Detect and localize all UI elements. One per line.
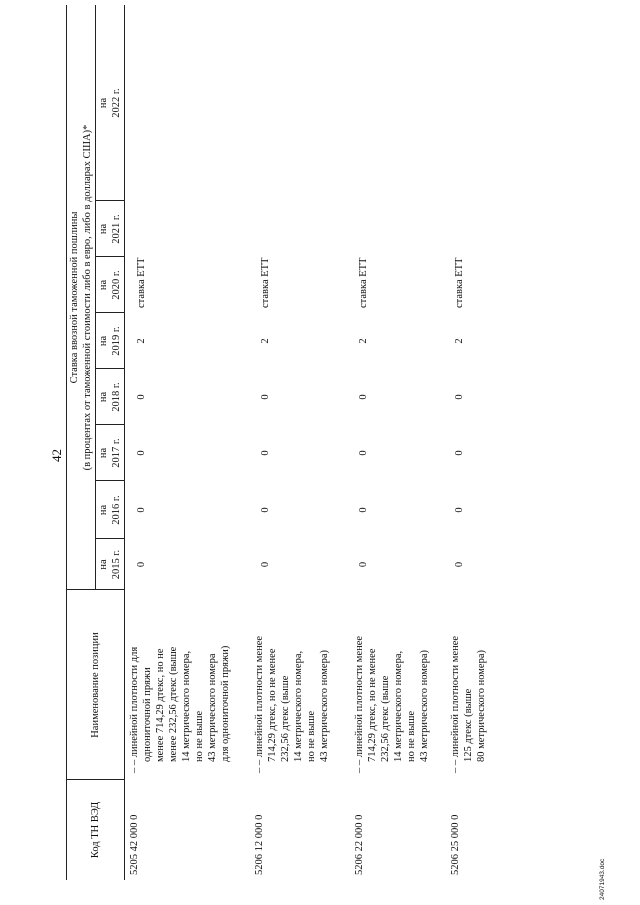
row-name-line: 80 метрического номера) bbox=[476, 650, 487, 762]
year-2018-label-1: на bbox=[98, 391, 109, 403]
rate-2018: 0 bbox=[260, 394, 271, 400]
rate-2019: 2 bbox=[358, 338, 369, 344]
header-rate-title-1: Ставка ввозной таможенной пошлины bbox=[69, 211, 80, 384]
rate-2018: 0 bbox=[136, 394, 147, 400]
row-name-line: – – линейной плотности менее bbox=[450, 635, 461, 773]
row-name-line: 232,56 дтекс (выше bbox=[280, 675, 291, 762]
row-name-line: но не выше bbox=[406, 710, 417, 762]
row-code: 5205 42 000 0 bbox=[129, 814, 140, 875]
year-2022-label-1: на bbox=[98, 97, 109, 109]
rate-2016: 0 bbox=[358, 507, 369, 513]
row-code: 5206 25 000 0 bbox=[450, 814, 461, 875]
year-2017-label-1: на bbox=[98, 447, 109, 459]
year-2015-label-2: 2015 г. bbox=[111, 549, 122, 580]
rate-2017: 0 bbox=[454, 450, 465, 456]
rate-2019: 2 bbox=[136, 338, 147, 344]
rate-2015: 0 bbox=[358, 561, 369, 568]
row-name-line: менее 714,29 дтекс, но не bbox=[155, 648, 166, 762]
year-2019-label-1: на bbox=[98, 335, 109, 347]
rate-2019: 2 bbox=[260, 338, 271, 344]
rate-2018: 0 bbox=[454, 394, 465, 400]
rate-2016: 0 bbox=[260, 507, 271, 513]
row-name-line: 14 метрического номера, bbox=[181, 650, 192, 762]
row-code: 5206 12 000 0 bbox=[254, 814, 265, 875]
rate-subheader-border bbox=[95, 5, 96, 590]
rate-2015: 0 bbox=[136, 561, 147, 568]
rate-2015: 0 bbox=[260, 561, 271, 568]
rate-2019: 2 bbox=[454, 338, 465, 344]
year-2020-label-1: на bbox=[98, 279, 109, 291]
header-name: Наименование позиции bbox=[90, 632, 101, 738]
row-name-line: однониточной пряжи bbox=[142, 667, 153, 762]
row-name-line: – – линейной плотности менее bbox=[254, 635, 265, 773]
rate-2017: 0 bbox=[136, 450, 147, 456]
row-name-line: для однониточной пряжи) bbox=[220, 645, 231, 762]
year-2021-label-2: 2021 г. bbox=[111, 214, 122, 244]
year-2016-label-2: 2016 г. bbox=[111, 495, 122, 525]
row-name-line: 43 метрического номера) bbox=[419, 650, 430, 762]
row-name-line: 14 метрического номера, bbox=[293, 650, 304, 762]
year-2016-label-1: на bbox=[98, 504, 109, 516]
header-rate-title-2: (в процентах от таможенной стоимости либо в евро, либо в долларах США)* bbox=[82, 124, 93, 471]
year-2017-label-2: 2017 г. bbox=[111, 438, 122, 468]
rate-2016: 0 bbox=[454, 507, 465, 513]
row-name-line: – – линейной плотности менее bbox=[354, 635, 365, 773]
row-name-line: 125 дтекс (выше bbox=[463, 688, 474, 762]
row-name-line: 14 метрического номера, bbox=[393, 650, 404, 762]
year-2021-label-1: на bbox=[98, 223, 109, 235]
row-name-line: но не выше bbox=[306, 710, 317, 762]
rate-2020-onward: ставка ЕТТ bbox=[136, 257, 147, 308]
year-2022-label-2: 2022 г. bbox=[111, 88, 122, 118]
row-name-line: но не выше bbox=[194, 710, 205, 762]
row-name-line: 714,29 дтекс, но не менее bbox=[267, 648, 278, 762]
rate-2020-onward: ставка ЕТТ bbox=[358, 257, 369, 308]
rate-2017: 0 bbox=[358, 450, 369, 456]
row-name-line: – – линейной плотности для bbox=[129, 646, 140, 773]
rate-2018: 0 bbox=[358, 394, 369, 400]
rate-2015: 0 bbox=[454, 561, 465, 568]
year-2018-label-2: 2018 г. bbox=[111, 382, 122, 412]
table-top-border bbox=[66, 5, 67, 880]
row-code: 5206 22 000 0 bbox=[354, 814, 365, 875]
row-name-line: 232,56 дтекс (выше bbox=[380, 675, 391, 762]
row-name-line: менее 232,56 дтекс (выше bbox=[168, 646, 179, 762]
row-name-line: 43 метрического номера) bbox=[319, 650, 330, 762]
year-2015-label-1: на bbox=[98, 559, 109, 570]
row-name-line: 714,29 дтекс, но не менее bbox=[367, 648, 378, 762]
header-bottom-border bbox=[124, 5, 125, 880]
rate-2016: 0 bbox=[136, 507, 147, 513]
header-code: Код ТН ВЭД bbox=[90, 801, 101, 859]
rate-2020-onward: ставка ЕТТ bbox=[260, 257, 271, 308]
rate-2017: 0 bbox=[260, 450, 271, 456]
row-name-line: 43 метрического номера bbox=[207, 653, 218, 762]
year-2020-label-2: 2020 г. bbox=[111, 270, 122, 300]
rate-2020-onward: ставка ЕТТ bbox=[454, 257, 465, 308]
page-number: 42 bbox=[49, 449, 64, 462]
year-2019-label-2: 2019 г. bbox=[111, 326, 122, 356]
file-name-footer: 24071943.doc bbox=[599, 858, 606, 900]
